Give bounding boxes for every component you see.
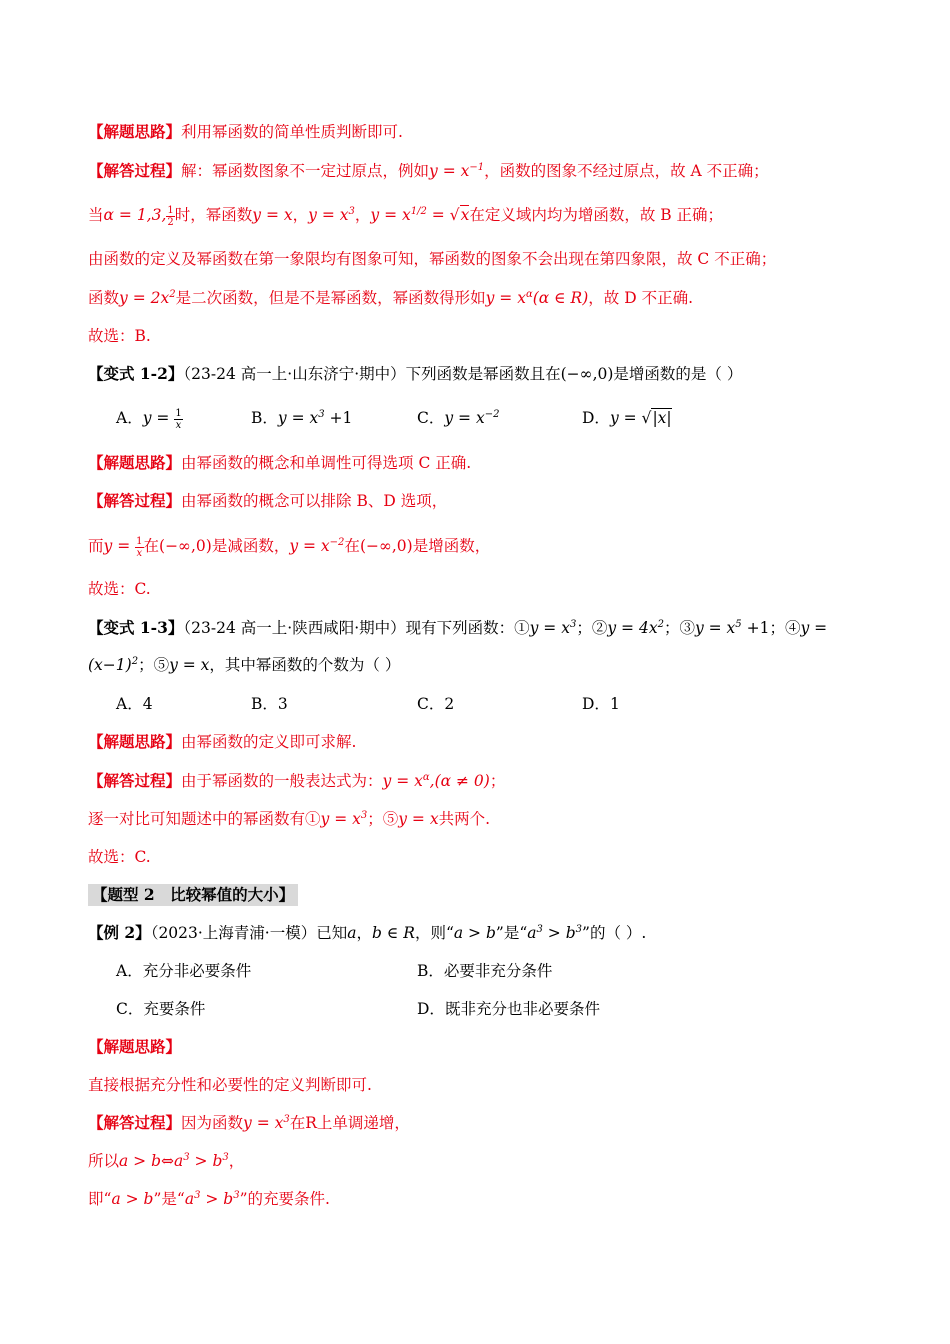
solution-line xyxy=(88,287,693,309)
math: y = x xyxy=(694,619,736,637)
math: y = x xyxy=(382,772,423,790)
fraction xyxy=(166,205,174,228)
option-label: C． xyxy=(417,695,445,713)
solution-line xyxy=(88,535,490,559)
question-line xyxy=(88,617,827,639)
option-b xyxy=(251,693,288,715)
text: 当 xyxy=(88,206,104,224)
sup: 3 xyxy=(222,1151,229,1163)
option-b xyxy=(417,960,552,982)
option-text: 充要条件 xyxy=(143,1000,206,1018)
text: 因为函数 xyxy=(181,1114,244,1132)
sup: 2 xyxy=(131,655,139,667)
option-c xyxy=(116,998,205,1020)
sup: 3 xyxy=(536,923,543,935)
text: ”是“ xyxy=(495,924,528,942)
text: ”的充要条件. xyxy=(239,1190,330,1208)
sup: 3 xyxy=(575,923,583,935)
sup: 3 xyxy=(360,809,368,821)
text: （23-24 高一上·陕西咸阳·期中）现有下列函数：① xyxy=(183,619,530,637)
math: > b xyxy=(189,1152,223,1170)
math: y = x xyxy=(485,289,526,307)
math: = xyxy=(426,206,450,224)
math: y = xyxy=(609,409,642,427)
math: a > b xyxy=(111,1190,154,1208)
option-text: 充分非必要条件 xyxy=(142,962,252,980)
text: ，其中幂函数的个数为（ ） xyxy=(209,656,401,674)
option-label: C． xyxy=(116,1000,144,1018)
math: y = x xyxy=(320,810,361,828)
option-label: D． xyxy=(582,409,610,427)
text: （23-24 高一上·山东济宁·期中）下列函数是幂函数且在 xyxy=(183,365,561,383)
hint-line xyxy=(88,121,403,143)
text: 是增函数的是（ ） xyxy=(613,365,743,383)
text: 在R上单调递增， xyxy=(289,1114,410,1132)
math: +1 xyxy=(741,619,770,637)
option-a xyxy=(116,407,183,431)
hint-tag: 【解题思路】 xyxy=(88,122,182,141)
math: a xyxy=(347,924,357,942)
answer-line: 故选：C. xyxy=(88,848,151,866)
hint-text: 由幂函数的概念和单调性可得选项 C 正确. xyxy=(181,454,472,472)
text: 解：幂函数图象不一定过原点，例如 xyxy=(181,162,430,180)
text: ， xyxy=(228,1152,245,1170)
option-value: 3 xyxy=(277,695,288,713)
section-heading xyxy=(88,884,298,906)
denominator: x xyxy=(136,547,143,559)
text: 函数 xyxy=(88,289,120,307)
option-b xyxy=(251,407,352,429)
text: 是二次函数，但是不是幂函数，幂函数得形如 xyxy=(175,289,486,307)
text: 在 xyxy=(344,537,360,555)
math: (−∞,0) xyxy=(159,537,212,555)
question-tag: 【变式 1-2】 xyxy=(88,364,184,383)
solution-line xyxy=(88,204,723,228)
question-tag: 【例 2】 xyxy=(88,923,151,942)
sup: 3 xyxy=(569,618,577,630)
radicand: x xyxy=(460,206,470,224)
hint-tag: 【解题思路】 xyxy=(88,732,182,751)
math: a > b⇔a xyxy=(119,1152,184,1170)
hint-text: 由幂函数的定义即可求解. xyxy=(181,733,357,751)
sup: 2 xyxy=(657,618,664,630)
sup: 1/2 xyxy=(410,205,427,217)
option-a xyxy=(116,693,153,715)
question-line xyxy=(88,363,742,385)
math: y = x xyxy=(529,619,570,637)
question-line xyxy=(88,922,646,944)
text: ；④ xyxy=(769,619,801,637)
text: 所以 xyxy=(88,1152,120,1170)
solution-line xyxy=(88,1112,410,1134)
text: ，函数的图象不经过原点，故 A 不正确； xyxy=(484,162,769,180)
answer-line: 故选：C. xyxy=(88,580,151,598)
question-tag: 【变式 1-3】 xyxy=(88,618,184,637)
text: ，故 D 不正确. xyxy=(588,289,693,307)
option-label: A． xyxy=(116,695,143,713)
option-label: D． xyxy=(582,695,610,713)
math: y = x xyxy=(289,537,330,555)
option-d xyxy=(417,998,600,1020)
text: 由幂函数的概念可以排除 B、D 选项， xyxy=(181,492,448,510)
math: y = 4x xyxy=(607,619,658,637)
sup: 3 xyxy=(183,1151,190,1163)
math: α = 1,3, xyxy=(103,206,167,224)
option-label: D． xyxy=(417,1000,445,1018)
math: y = x xyxy=(277,409,319,427)
numerator: 1 xyxy=(136,535,143,547)
math: y = x xyxy=(444,409,485,427)
math: y = xyxy=(142,409,175,427)
option-text: 必要非充分条件 xyxy=(443,962,553,980)
math: y = x xyxy=(429,162,470,180)
sup: 3 xyxy=(233,1189,240,1201)
solution-tag: 【解答过程】 xyxy=(88,771,182,790)
sqrt-icon: √ xyxy=(641,409,652,427)
text: 共两个. xyxy=(438,810,491,828)
sup: 3 xyxy=(283,1113,290,1125)
option-value: 4 xyxy=(142,695,153,713)
math: (x−1) xyxy=(88,656,132,674)
math: ,(α ≠ 0) xyxy=(429,772,490,790)
question-line xyxy=(88,654,400,676)
text: ；③ xyxy=(663,619,695,637)
option-a xyxy=(116,960,251,982)
solution-line xyxy=(88,808,490,830)
numerator: 1 xyxy=(167,204,174,216)
text: 时，幂函数 xyxy=(174,206,253,224)
denominator: 2 xyxy=(167,216,174,228)
solution-line xyxy=(88,160,769,182)
fraction xyxy=(135,536,143,559)
text: ，则“ xyxy=(414,924,454,942)
option-label: A． xyxy=(116,409,143,427)
sup: 3 xyxy=(318,408,325,420)
math: a > b xyxy=(453,924,496,942)
option-c xyxy=(417,693,454,715)
text: 逐一对比可知题述中的幂函数有① xyxy=(88,810,321,828)
solution-line xyxy=(88,1188,330,1210)
solution-line xyxy=(88,1150,244,1172)
solution-line: 由函数的定义及幂函数在第一象限均有图象可知，幂函数的图象不会出现在第四象限，故 C 不正确； xyxy=(88,250,777,268)
sup: α xyxy=(525,288,533,300)
sqrt-icon: √ xyxy=(449,206,460,224)
hint-text: 直接根据充分性和必要性的定义判断即可. xyxy=(88,1076,372,1094)
denominator: x xyxy=(175,419,182,431)
fraction xyxy=(174,408,182,431)
solution-tag: 【解答过程】 xyxy=(88,491,182,510)
math: > b xyxy=(542,924,576,942)
text: 是增函数， xyxy=(412,537,491,555)
text: ”的（ ）. xyxy=(582,924,647,942)
text: ， xyxy=(356,924,373,942)
math: (−∞,0) xyxy=(560,365,614,383)
text: 由于幂函数的一般表达式为： xyxy=(181,772,383,790)
numerator: 1 xyxy=(175,407,182,419)
solution-tag: 【解答过程】 xyxy=(88,161,182,180)
option-value: 2 xyxy=(444,695,455,713)
text: ；② xyxy=(576,619,608,637)
text: 而 xyxy=(88,537,104,555)
text: ， xyxy=(354,206,371,224)
sup: 3 xyxy=(348,205,355,217)
hint-text: 利用幂函数的简单性质判断即可. xyxy=(181,123,403,141)
math: y = xyxy=(800,619,828,637)
sup: −1 xyxy=(469,161,485,173)
math: (α ∈ R) xyxy=(532,289,589,307)
text: ；⑤ xyxy=(367,810,399,828)
option-text: 既非充分也非必要条件 xyxy=(444,1000,600,1018)
option-d xyxy=(582,693,620,715)
sup: α xyxy=(422,771,430,783)
text: 在定义域内均为增函数，故 B 正确； xyxy=(469,206,724,224)
sup: 5 xyxy=(735,618,742,630)
sup: −2 xyxy=(329,536,345,548)
hint-line xyxy=(88,452,471,474)
option-c xyxy=(417,407,499,429)
sup: −2 xyxy=(484,408,500,420)
option-label: B． xyxy=(417,962,444,980)
answer-line: 故选：B. xyxy=(88,327,151,345)
text: 即“ xyxy=(88,1190,112,1208)
solution-tag: 【解答过程】 xyxy=(88,1113,182,1132)
math: y = x xyxy=(252,206,293,224)
math: y = x xyxy=(370,206,411,224)
option-d xyxy=(582,407,672,429)
text: ； xyxy=(489,772,506,790)
math: a xyxy=(527,924,537,942)
math: y = x xyxy=(398,810,439,828)
math: +1 xyxy=(324,409,353,427)
radicand: |x| xyxy=(652,409,672,427)
hint-tag: 【解题思路】 xyxy=(88,453,182,472)
text: ；⑤ xyxy=(138,656,170,674)
math: y = x xyxy=(169,656,210,674)
text: ”是“ xyxy=(153,1190,185,1208)
section-title: 【题型 2 比较幂值的大小】 xyxy=(88,884,298,906)
text: （2023·上海青浦·一模）已知 xyxy=(150,924,348,942)
math: (−∞,0) xyxy=(359,537,413,555)
text: ， xyxy=(292,206,309,224)
hint-tag: 【解题思路】 xyxy=(88,1037,182,1056)
option-value: 1 xyxy=(609,695,620,713)
text: 在 xyxy=(143,537,160,555)
math: y = x xyxy=(243,1114,284,1132)
sup: 2 xyxy=(169,288,176,300)
math: y = x xyxy=(308,206,349,224)
math: > b xyxy=(200,1190,234,1208)
math: y = xyxy=(103,537,136,555)
text: 是减函数， xyxy=(211,537,290,555)
option-label: B． xyxy=(251,695,278,713)
option-label: A． xyxy=(116,962,143,980)
math: y = 2x xyxy=(119,289,170,307)
solution-line xyxy=(88,490,447,512)
option-label: B． xyxy=(251,409,278,427)
option-label: C． xyxy=(417,409,445,427)
math: a xyxy=(184,1190,195,1208)
hint-line xyxy=(88,731,356,753)
solution-line xyxy=(88,770,505,792)
math: b ∈ R xyxy=(372,924,415,942)
sup: 3 xyxy=(194,1189,201,1201)
